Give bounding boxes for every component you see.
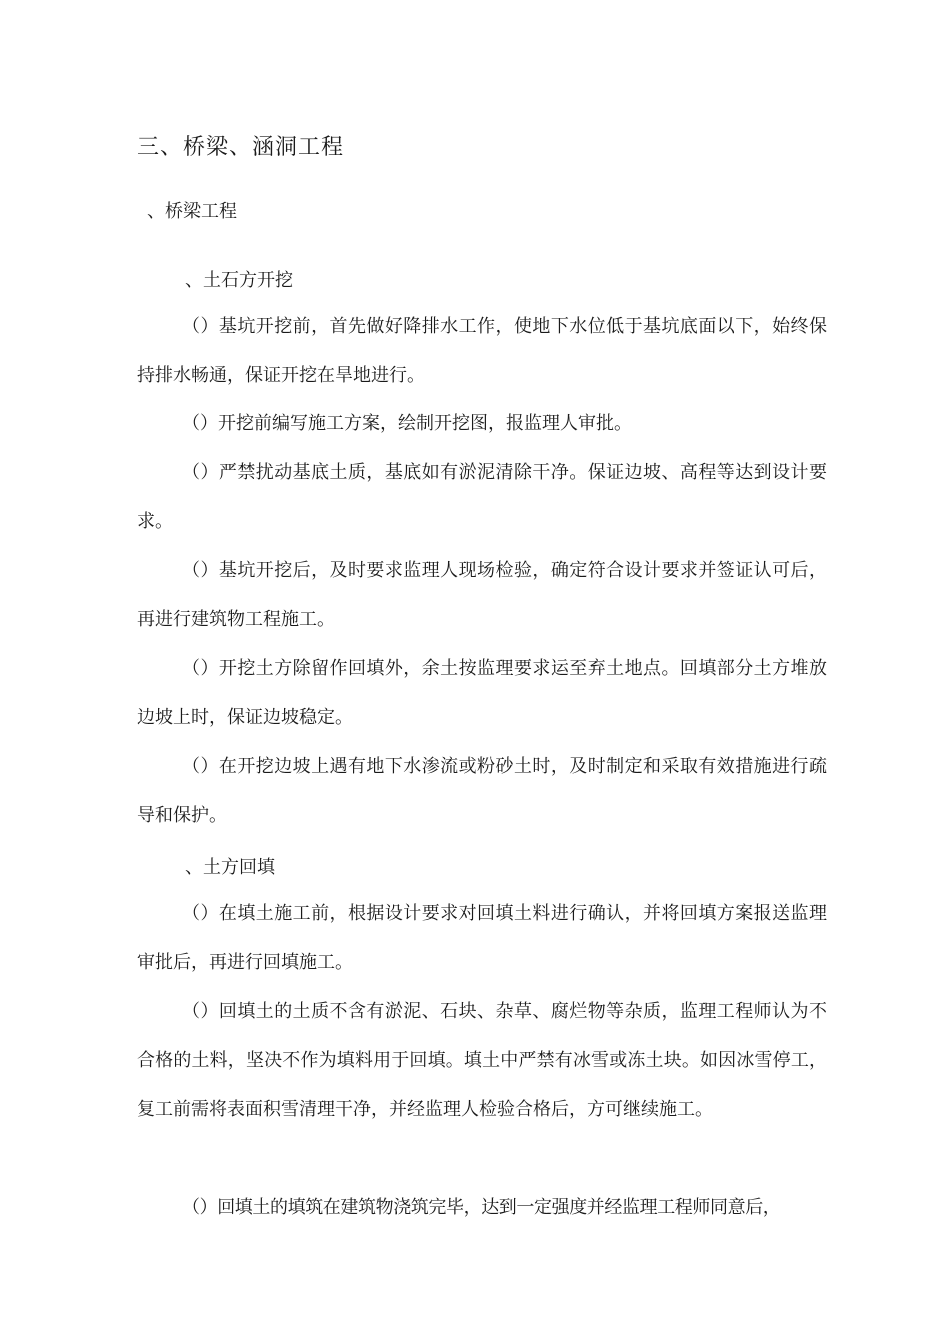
- paragraph: （）开挖前编写施工方案，绘制开挖图，报监理人审批。: [182, 413, 632, 434]
- paragraph: （）回填土的填筑在建筑物浇筑完毕，达到一定强度并经监理工程师同意后，: [182, 1197, 781, 1218]
- paragraph: （）基坑开挖后，及时要求监理人现场检验，确定符合设计要求并签证认可后，再进行建筑物工程施工。: [137, 560, 827, 630]
- subsection-heading-backfill: 、土方回填: [185, 857, 275, 878]
- section-heading: 、桥梁工程: [147, 201, 237, 222]
- paragraph: （）在填土施工前，根据设计要求对回填土料进行确认，并将回填方案报送监理审批后，再进行回填施工。: [137, 903, 827, 973]
- paragraph: （）开挖土方除留作回填外，余土按监理要求运至弃土地点。回填部分土方堆放边坡上时，保证边坡稳定。: [137, 658, 827, 728]
- paragraph: （）基坑开挖前，首先做好降排水工作，使地下水位低于基坑底面以下，始终保持排水畅通，保证开挖在旱地进行。: [137, 316, 827, 386]
- page-title: 三、桥梁、涵洞工程: [137, 135, 345, 160]
- subsection-heading-excavation: 、土石方开挖: [185, 270, 293, 291]
- paragraph: （）回填土的土质不含有淤泥、石块、杂草、腐烂物等杂质，监理工程师认为不合格的土料，坚决不作为填料用于回填。填土中严禁有冰雪或冻土块。如因冰雪停工，复工前需将表面积雪清理干净，并经监理人检验合格后，方可继续施工。: [137, 1001, 827, 1120]
- paragraph: （）严禁扰动基底土质，基底如有淤泥清除干净。保证边坡、高程等达到设计要求。: [137, 462, 827, 532]
- paragraph: （）在开挖边坡上遇有地下水渗流或粉砂土时，及时制定和采取有效措施进行疏导和保护。: [137, 756, 827, 826]
